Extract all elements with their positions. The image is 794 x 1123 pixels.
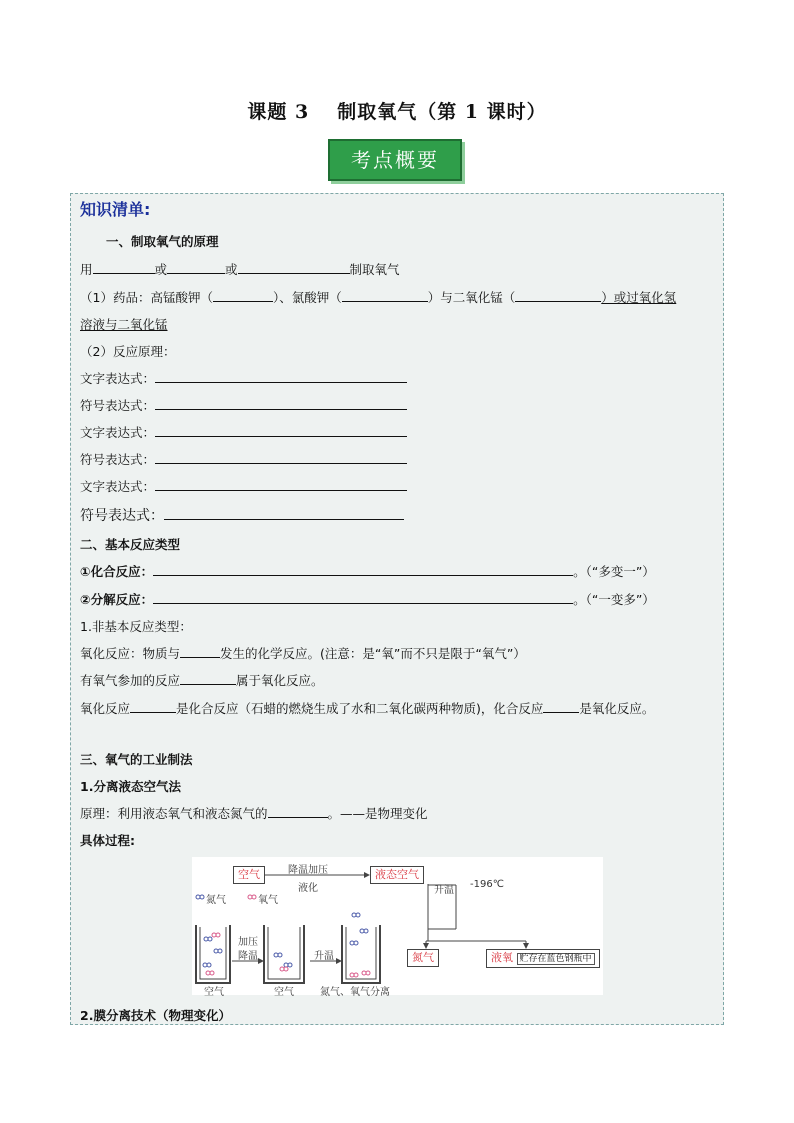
principle-blank[interactable] — [268, 804, 328, 818]
expr-row-2 — [80, 396, 407, 414]
title-number: 课题 3 — [247, 101, 310, 123]
fill-line-methods — [80, 260, 400, 278]
decomposition-row — [80, 590, 655, 608]
oxidation3-text-a: 氧化反应 — [80, 701, 131, 716]
caption-air-1: 空气 — [204, 987, 224, 998]
combination-note: 。（“多变一”） — [573, 564, 655, 579]
oxidation-row-2 — [80, 671, 324, 689]
blank-kclo3[interactable] — [342, 288, 428, 302]
expr-label-6: 符号表达式： — [80, 508, 164, 524]
drugs-text-c: ）与二氧化锰（ — [427, 290, 516, 305]
text-use: 用 — [80, 262, 93, 277]
drugs-text-d: ）或过氧化氢 — [601, 290, 677, 305]
oxidation-blank-2[interactable] — [180, 671, 236, 685]
label-liquefy: 液化 — [298, 883, 318, 894]
decomposition-blank[interactable] — [153, 590, 573, 604]
oxidation-row-1 — [80, 644, 526, 662]
drugs-text-b: ）、氯酸钾（ — [272, 290, 342, 305]
summary-badge: 考点概要 — [328, 139, 462, 181]
legend-nitrogen: 氮气 — [206, 895, 226, 906]
legend-oxygen: 氧气 — [258, 895, 278, 906]
box-nitrogen: 氮气 — [407, 949, 439, 967]
principle-text-b: 。——是物理变化 — [327, 806, 428, 821]
liquid-oxygen-label: 液氧 — [491, 951, 513, 964]
expr-blank-5[interactable] — [155, 477, 407, 491]
liquid-oxygen-note: 贮存在蓝色钢瓶中 — [517, 953, 595, 965]
blank-kmno4[interactable] — [213, 288, 273, 302]
text-or-2: 或 — [225, 262, 238, 277]
label-pressurize: 加压 — [238, 937, 258, 948]
box-liquid-oxygen — [486, 949, 600, 968]
expr-blank-2[interactable] — [155, 396, 407, 410]
blank-2[interactable] — [167, 260, 225, 274]
combination-label: ①化合反应： — [80, 564, 154, 579]
combination-row — [80, 562, 655, 580]
oxidation-blank-4[interactable] — [543, 699, 579, 713]
expr-label-3: 文字表达式： — [80, 425, 156, 440]
blank-mno2[interactable] — [515, 288, 601, 302]
reaction-principle: （2）反应原理： — [80, 344, 176, 359]
section-2-title: 二、基本反应类型 — [80, 537, 181, 552]
expr-row-5 — [80, 477, 407, 495]
process-label: 具体过程: — [80, 833, 135, 848]
expr-row-6 — [80, 505, 404, 525]
label-cool-compress: 降温加压 — [288, 865, 328, 876]
oxidation-text-b: 发生的化学反应。(注意：是“氧”而不只是限于“氧气”） — [220, 646, 526, 661]
air-separation-diagram — [192, 857, 603, 998]
drugs-text-a: （1）药品：高锰酸钾（ — [80, 290, 213, 305]
expr-blank-3[interactable] — [155, 423, 407, 437]
label-temperature: -196℃ — [470, 879, 504, 890]
non-basic-types: 1.非基本反应类型： — [80, 619, 192, 634]
method-2-title: 2.膜分离技术（物理变化） — [80, 1008, 231, 1023]
label-warm: 升温 — [434, 885, 454, 896]
label-warm-2: 升温 — [314, 951, 334, 962]
oxidation2-text-a: 有氧气参加的反应 — [80, 673, 181, 688]
oxidation2-text-b: 属于氧化反应。 — [236, 673, 324, 688]
caption-separate: 氮气、氧气分离 — [320, 987, 390, 998]
box-air: 空气 — [233, 866, 265, 884]
expr-row-4 — [80, 450, 407, 468]
blank-1[interactable] — [93, 260, 155, 274]
text-make-oxygen: 制取氧气 — [349, 262, 400, 277]
method-1-principle — [80, 804, 428, 822]
oxidation-row-3 — [80, 699, 654, 717]
expr-blank-1[interactable] — [155, 369, 407, 383]
text-or-1: 或 — [154, 262, 168, 277]
box-liquid-air: 液态空气 — [370, 866, 424, 884]
expr-blank-4[interactable] — [155, 450, 407, 464]
page-title — [0, 97, 794, 124]
decomposition-note: 。（“一变多”） — [573, 592, 655, 607]
title-text: 制取氧气（第 1 课时） — [337, 101, 547, 123]
oxidation3-text-c: 是氧化反应。 — [579, 701, 655, 716]
oxidation-blank-1[interactable] — [180, 644, 220, 658]
drugs-line-2: 溶液与二氧化锰 — [80, 317, 168, 332]
expr-blank-6[interactable] — [164, 506, 404, 520]
label-cool: 降温 — [238, 951, 258, 962]
method-1-title: 1.分离液态空气法 — [80, 779, 181, 794]
expr-row-1 — [80, 369, 407, 387]
oxidation-text-a: 氧化反应：物质与 — [80, 646, 181, 661]
expr-label-4: 符号表达式： — [80, 452, 156, 467]
combination-blank[interactable] — [153, 562, 573, 576]
decomposition-label: ②分解反应： — [80, 592, 154, 607]
caption-air-2: 空气 — [274, 987, 294, 998]
expr-label-1: 文字表达式： — [80, 371, 156, 386]
expr-row-3 — [80, 423, 407, 441]
oxidation3-text-b: 是化合反应（石蜡的燃烧生成了水和二氧化碳两种物质)，化合反应 — [176, 701, 544, 716]
drugs-line — [80, 288, 676, 306]
expr-label-2: 符号表达式： — [80, 398, 156, 413]
section-1-title: 一、制取氧气的原理 — [106, 234, 219, 249]
section-3-title: 三、氧气的工业制法 — [80, 752, 193, 767]
expr-label-5: 文字表达式： — [80, 479, 156, 494]
oxidation-blank-3[interactable] — [130, 699, 176, 713]
principle-text-a: 原理：利用液态氧气和液态氮气的 — [80, 806, 268, 821]
panel-heading: 知识清单: — [80, 200, 151, 219]
blank-3[interactable] — [238, 260, 350, 274]
